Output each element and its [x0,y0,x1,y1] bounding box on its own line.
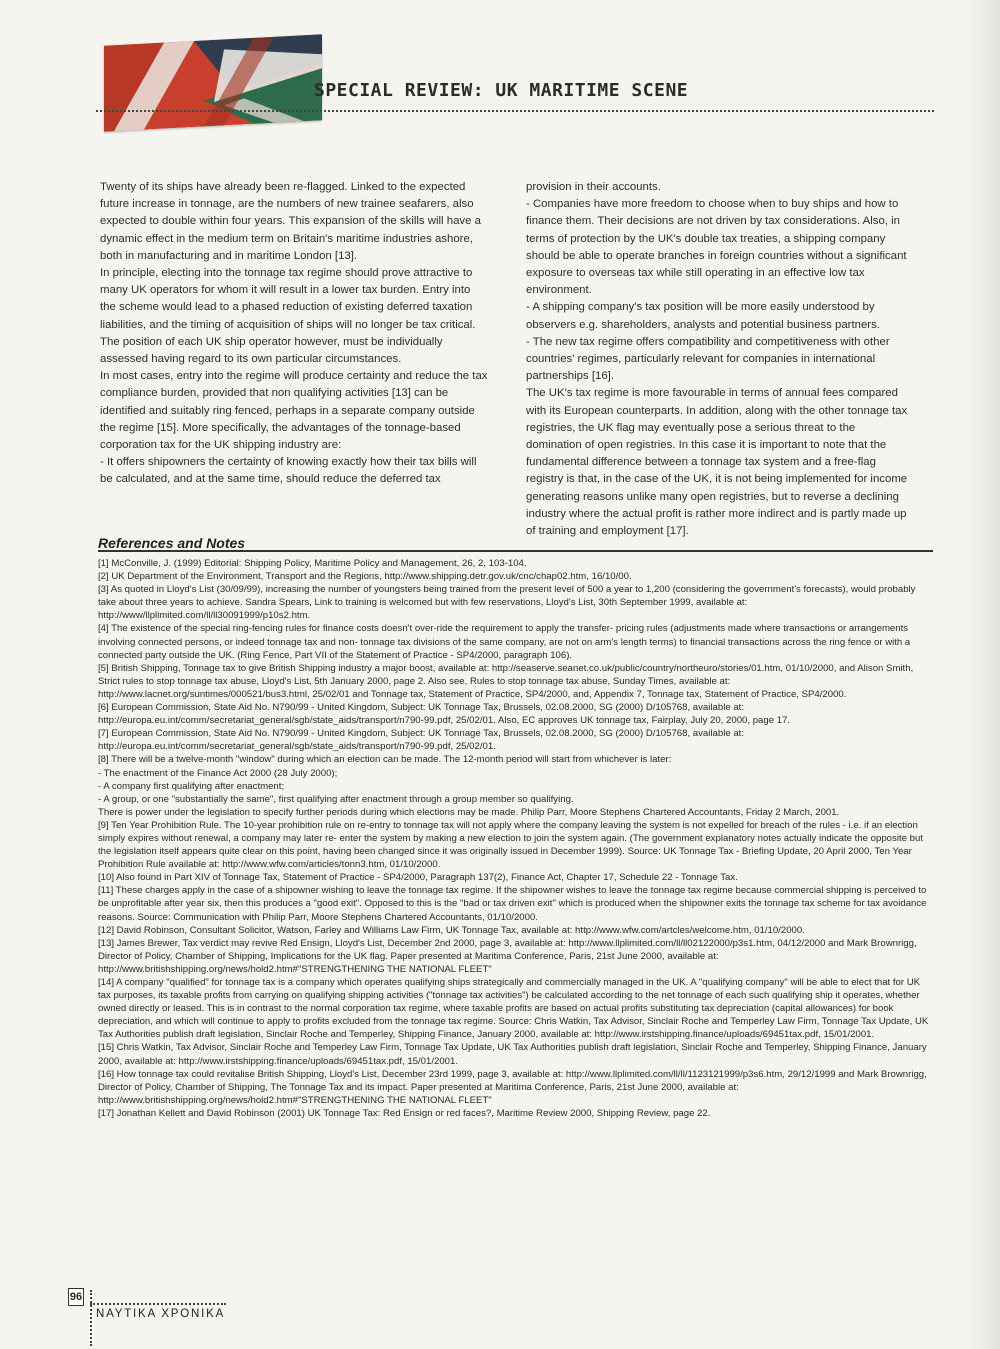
reference-item: - A company first qualifying after enactment; [98,780,285,792]
article-paragraph: - It offers shipowners the certainty of knowing exactly how their tax bills will be calculated, and at the same time, should reduce the deferred tax [100,456,477,486]
reference-item: [11] These charges apply in the case of a shipowner wishing to leave the tonnage tax regime. If the shipowner wishes to leave the tonnage tax regime because commercial shipping is perceived to be unprofitable after year six, then this produces a "good exit". Opposed to this is the "bad or tax driven exit" which is produced when the shipowner exits the tonnage tax scheme for tax avoidance reasons. Source: Communication with Philip Parr, Moore Stephens Chartered Accountants, 01/10/2000. [98,885,927,923]
reference-item: [4] The existence of the special ring-fencing rules for finance costs doesn't over-ride the requirement to apply the transfer- pricing rules (adjustments made where transactions or arrangements involving connected persons, or indeed tonnage tax and non- tonnage tax divisions of the same company, are not on arm's length terms) to financial transactions across the ring fence or with a connected party outside the UK. (Ring Fence, Part VII of the Statement of Practice - SP4/2000, paragraph 106). [98,623,911,661]
reference-item: There is power under the legislation to specify further periods during which elections may be made. Philip Parr, Moore Stephens Chartered Accountants, Friday 2 March, 2001. [98,806,840,818]
article-paragraph: In most cases, entry into the regime will produce certainty and reduce the tax compliance burden, provided that non qualifying activities [13] can be identified and suitably ring fenced, perhaps in a separate company outside the regime [15]. More specifically, the advantages of the tonnage-based corporation tax for the UK shipping industry are: [100,370,488,452]
page-edge-shadow [966,0,1000,1349]
reference-item: [2] UK Department of the Environment, Transport and the Regions, http://www.shipping.detr.gov.uk/cnc/chap02.htm, 16/10/00. [98,571,632,583]
reference-item: [7] European Commission, State Aid No. N790/99 - United Kingdom, Subject: UK Tonnage Tax, Brussels, 02.08.2000, SG (2000) D/105768, available at: http://europa.eu.int/comm/secretariat_general/sgb/state_aids/transport/n790-99.pdf, 25/02/01. [98,728,745,753]
section-title: SPECIAL REVIEW: UK MARITIME SCENE [314,80,689,101]
reference-item: [5] British Shipping, Tonnage tax to give British Shipping industry a major boost, available at: http://seaserve.seanet.co.uk/public/country/northeuro/stories/01.htm, 01/10/2000, and Alison Smith, Strict rules to stop tonnage tax abuse, Lloyd's List, 5th January 2000, page 2. Also see, Rules to stop tonnage tax abuse, Sunday Times, available at: http://www.lacnet.org/suntimes/000521/bus3.html, 25/02/01 and Tonnage tax, Statement of Practice, SP4/2000, and, Appendix 7, Tonnage tax, Statement of Practice, SP4/2000. [98,662,914,700]
reference-item: [15] Chris Watkin, Tax Advisor, Sinclair Roche and Temperley Law Firm, Tonnage Tax Update, UK Tax Authorities publish draft legislation, Sinclair Roche and Temperley, Shipping Finance, January 2000, available at: http://www.irstshipping.finance/uploads/69451tax.pdf, 15/01/2001. [98,1042,927,1067]
reference-item: [3] As quoted in Lloyd's List (30/09/99), increasing the number of youngsters being trained from the present level of 500 a year to 1,200 (considering the government's forecasts), would probably take about three years to achieve. Sandra Spears, Link to training is welcomed but with few reservations, Lloyd's List, 30th September 1999, available at: http://www/llplimited.com/ll/ll30091999/p10s2.htm. [98,584,916,622]
footer-dotted-rule [90,1303,226,1305]
reference-item: [17] Jonathan Kellett and David Robinson (2001) UK Tonnage Tax: Red Ensign or red faces?, Maritime Review 2000, Shipping Review, page 22. [98,1107,711,1119]
footer-dotted-vertical-rule [90,1290,92,1346]
article-column-left [100,179,488,489]
reference-item: [12] David Robinson, Consultant Solicitor, Watson, Farley and Williams Law Firm, UK Tonnage Tax, available at: http://www.wfw.com/artcles/welcome.htm, 01/10/2000. [98,924,805,936]
reference-item: [10] Also found in Part XIV of Tonnage Tax, Statement of Practice - SP4/2000, Paragraph 137(2), Finance Act, Chapter 17, Schedule 22 - Tonnage Tax. [98,872,738,884]
article-paragraph: - Companies have more freedom to choose when to buy ships and how to finance them. Their decisions are not driven by tax considerations. Also, in terms of protection by the UK's double tax treaties, a shipping company should be able to operate branches in foreign countries without a significant exposure to overseas tax while still operating in an effective low tax environment. [526,198,907,297]
article-paragraph: In principle, electing into the tonnage tax regime should prove attractive to many UK operators for whom it will result in a lower tax burden. Entry into the scheme would lead to a phased reduction of existing deferred taxation liabilities, and the timing of acquisition of ships will no longer be tax critical. The position of each UK ship operator however, must be individually assessed having regard to its own particular circumstances. [100,267,476,366]
article-paragraph: - A shipping company's tax position will be more easily understood by observers e.g. shareholders, analysts and potential business partners. [526,301,880,331]
reference-item: [14] A company "qualified" for tonnage tax is a company which operates qualifying ships strategically and commercially managed in the UK. A "qualifying company" will be able to elect that for UK tax purposes, its taxable profits from carrying on qualifying shipping activities ("tonnage tax activities") be calculated according to the net tonnage of each such qualifying ship it operates, whether owned directly or leased. This is in contrast to the normal corporation tax regime, where taxable profits are based on actual profits substituting tax depreciation (capital allowances) for book depreciation, and which will continue to apply to profits excluded from the tonnage tax regime. Source: Chris Watkin, Tax Advisor, Sinclair Roche and Temperley Law Firm, Tonnage Tax Update, UK Tax Authorities publish draft legislation, Sinclair Roche and Temperley, Shipping Finance, January 2000, available at: http://www.irstshipping.finance/uploads/69451tax.pdf, 15/01/2001. [98,977,929,1041]
reference-item: [8] There will be a twelve-month "window" during which an election can be made. The 12-month period will start from whichever is later: [98,754,672,766]
reference-item: [16] How tonnage tax could revitalise British Shipping, Lloyd's List, December 23rd 1999, page 3, available at: http://www.llplimited.com/ll/ll/1123121999/p3s6.htm, 29/12/1999 and Mark Brownrigg, Director of Policy, Chamber of Shipping, The Tonnage Tax and its impact. Paper presented at Maritima Conference, Paris, 21st June 2000, available at: http://www.britishshipping.org/news/hold2.htm#"STRENGTHENING THE NATIONAL FLEET" [98,1068,927,1106]
reference-item: [1] McConville, J. (1999) Editorial: Shipping Policy, Maritime Policy and Management, 26, 2, 103-104. [98,558,527,569]
magazine-name: ΝΑΥΤΙΚΑ ΧΡΟΝΙΚΑ [96,1308,226,1320]
title-dotted-rule [96,110,934,112]
page-number: 96 [68,1288,84,1306]
reference-item: [6] European Commission, State Aid No. N790/99 - United Kingdom, Subject: UK Tonnage Tax, Brussels, 02.08.2000, SG (2000) D/105768, available at: http://europa.eu.int/comm/secretariat_general/sgb/state_aids/transport/n790-99.pdf, 25/02/01. Also, EC approves UK tonnage tax, Fairplay, July 20, 2000, page 17. [98,702,791,727]
references-heading: References and Notes [98,535,246,551]
article-paragraph: The UK's tax regime is more favourable in terms of annual fees compared with its European counterparts. In addition, along with the other tonnage tax registries, the UK flag may eventually pose a serious threat to the domination of open registries. In this case it is important to note that the fundamental difference between a tonnage tax system and a free-flag registry is that, in the case of the UK, it is not being implemented for income generating reasons unlike many open registries, but to reverse a declining industry where the actual profit is rather more indirect and is partly made up of training and employment [17]. [526,387,908,538]
article-paragraph: Twenty of its ships have already been re-flagged. Linked to the expected future increase in tonnage, are the numbers of new trainee seafarers, also expected to double within four years. This expansion of the skills will have a dynamic effect in the medium term on Britain's maritime industries ashore, both in manufacturing and in maritime London [13]. [100,181,481,262]
references-list [98,557,934,1120]
union-jack-flag-icon [104,34,322,131]
article-paragraph: - The new tax regime offers compatibility and competitiveness with other countries' regimes, particularly relevant for companies in international partnerships [16]. [526,335,890,383]
reference-item: [9] Ten Year Prohibition Rule. The 10-year prohibition rule on re-entry to tonnage tax will not apply where the company leaving the system is not expelled for breach of the rules - i.e. if an election simply expires without renewal, a company may later re- enter the system by making a new election to join the system again. (The government explanatory notes actually indicate the opposite but the legislation itself appears quite clear on this point, having been changed since it was originally issued in December 1999). Source: UK Tonnage Tax - Briefing Update, 20 April 2000, Ten Year Prohibition Rule available at: http://www.wfw.com/articles/tonn3.htm, 01/10/2000. [98,819,923,871]
article-column-right [526,179,914,540]
reference-item: - A group, or one "substantially the same", first qualifying after enactment through a group member so qualifying. [98,793,574,805]
reference-item: - The enactment of the Finance Act 2000 (28 July 2000); [98,767,338,779]
references-rule [98,550,933,552]
reference-item: [13] James Brewer, Tax verdict may revive Red Ensign, Lloyd's List, December 2nd 2000, page 3, available at: http://www.llplimited.com/ll/ll02122000/p3s1.htm, 04/12/2000 and Mark Brownrigg, Director of Policy, Chamber of Shipping, Implications for the UK flag. Paper presented at Maritima Conference, Paris, 21st June 2000, available at: http://www.britishshipping.org/news/hold2.htm#"STRENGTHENING THE NATIONAL FLEET" [98,937,917,975]
article-paragraph: provision in their accounts. [526,181,661,193]
